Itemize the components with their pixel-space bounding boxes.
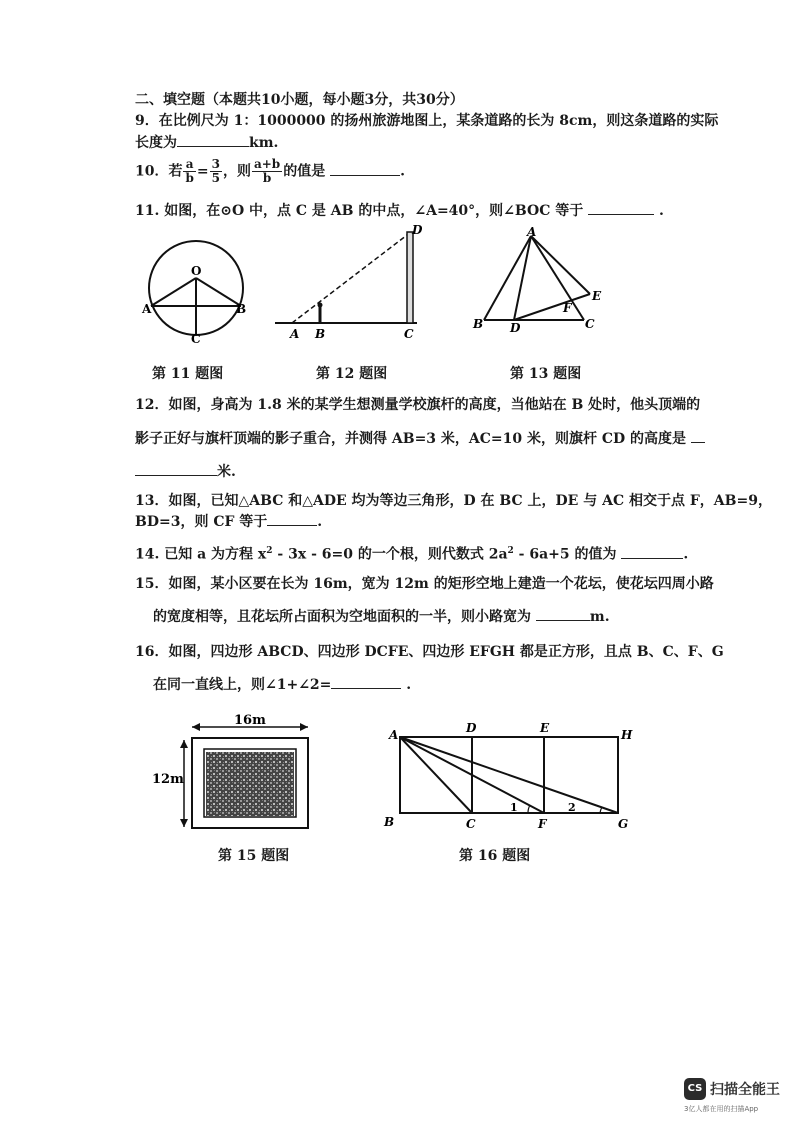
figure-12	[272, 222, 432, 344]
q13-line2	[135, 513, 322, 531]
q16-end: .	[406, 677, 412, 693]
fig16-angle1-arc	[528, 805, 530, 813]
fig16-label-f: F	[538, 817, 547, 831]
caption-fig13: 第 13 题图	[510, 366, 582, 382]
q14-line	[135, 542, 688, 564]
fig15-height-label: 12m	[152, 772, 184, 787]
q14-superscript-2: 2	[507, 546, 514, 556]
fig11-label-b: B	[236, 302, 247, 316]
q14-text-a: 14. 已知 a 为方程 x	[135, 546, 267, 563]
figure-16	[378, 718, 638, 833]
fig11-radius-ob	[196, 278, 241, 306]
q10-line	[135, 158, 405, 185]
fig11-label-a: A	[142, 302, 152, 316]
fig16-label-a: A	[389, 728, 399, 742]
fig16-label-e: E	[540, 721, 550, 735]
fig12-label-b: B	[315, 327, 326, 341]
q16-answer-blank[interactable]	[331, 676, 401, 689]
fig16-line-ac	[400, 737, 472, 813]
fig13-side-ac	[531, 236, 584, 320]
q16-line1: 16．如图，四边形 ABCD、四边形 DCFE、四边形 EFGH 都是正方形，且点 B、C、F、G	[135, 644, 724, 660]
q9-line2	[135, 134, 278, 152]
caption-fig11: 第 11 题图	[152, 366, 224, 382]
q11-end: .	[658, 203, 664, 219]
q15-answer-blank[interactable]	[536, 608, 590, 621]
fig16-angle1-label: 1	[510, 801, 518, 814]
fig12-label-a: A	[290, 327, 300, 341]
fig16-label-h: H	[621, 728, 633, 742]
q12-line1: 12．如图，身高为 1.8 米的某学生想测量学校旗杆的高度，当他站在 B 处时，他头顶端的	[135, 397, 701, 413]
q10-frac3-num: a+b	[253, 157, 281, 171]
q12-text: 影子正好与旗杆顶端的影子重合，并测得 AB=3 米，AC=10 米，则旗杆 CD 的高度是	[135, 431, 687, 447]
q10-fraction-a-b	[183, 158, 195, 185]
fig11-label-o: O	[191, 264, 202, 278]
q10-mid: ，则	[222, 163, 251, 180]
q11-text: 11. 如图，在⊙O 中，点 C 是 AB 的中点，∠A=40°，则∠BOC 等于	[135, 203, 584, 219]
q9-answer-blank[interactable]	[177, 134, 249, 147]
q12-answer-blank[interactable]	[135, 463, 217, 476]
fig12-shadow-line	[292, 232, 411, 323]
fig15-width-label: 16m	[234, 713, 266, 728]
fig16-line-ag	[400, 737, 618, 813]
caption-fig12: 第 12 题图	[316, 366, 388, 382]
fig15-arrowhead-bottom	[180, 819, 188, 827]
q13-answer-blank[interactable]	[267, 513, 317, 526]
fig13-label-f: F	[563, 301, 572, 315]
q15-text: 的宽度相等，且花坛所占面积为空地面积的一半，则小路宽为	[153, 609, 531, 625]
fig12-flagpole	[407, 232, 413, 323]
q14-superscript: 2	[266, 546, 273, 556]
q14-text-c: - 6a+5 的值为	[513, 546, 617, 563]
fig15-arrowhead-left	[192, 723, 200, 731]
q10-suffix: 的值是	[283, 163, 326, 180]
q10-fraction-apb-b	[252, 158, 282, 185]
fig13-side-de	[514, 294, 590, 320]
q9-prefix: 长度为	[135, 135, 177, 151]
q16-line2	[153, 676, 411, 694]
fig13-label-b: B	[473, 317, 484, 331]
figure-13	[470, 222, 610, 344]
fig13-label-a: A	[527, 225, 537, 239]
fig16-label-d: D	[466, 721, 477, 735]
q10-fraction-3-5	[210, 158, 222, 185]
camscanner-tagline: 3亿人都在用的扫描App	[684, 1105, 759, 1113]
q10-frac1-num: a	[183, 158, 195, 172]
fig16-angle2-label: 2	[568, 801, 576, 814]
q11-line	[135, 202, 664, 220]
q13-line1: 13．如图，已知△ABC 和△ADE 均为等边三角形，D 在 BC 上，DE 与 AC 相交于点 F，AB=9，	[135, 493, 772, 509]
q10-frac2-den: 5	[211, 171, 220, 185]
fig13-side-ad	[514, 236, 531, 320]
q12-line2	[135, 430, 705, 448]
fig13-label-c: C	[585, 317, 595, 331]
figure-11	[140, 235, 255, 345]
q12-line3	[135, 463, 236, 481]
q13-text: BD=3，则 CF 等于	[135, 514, 268, 530]
camscanner-brand: 扫描全能王	[710, 1082, 780, 1098]
q10-frac3-den: b	[262, 171, 272, 185]
fig15-flowerbed	[206, 752, 294, 816]
fig13-label-d: D	[510, 321, 521, 335]
q14-end: .	[683, 546, 689, 563]
q14-text-b: - 3x - 6=0 的一个根，则代数式 2a	[272, 546, 508, 563]
fig13-side-ab	[484, 236, 531, 320]
fig16-label-b: B	[384, 815, 395, 829]
q10-equals: =	[196, 163, 209, 180]
section-title: 二、填空题（本题共10小题，每小题3分，共30分）	[135, 92, 464, 108]
q15-line2	[153, 608, 610, 626]
fig15-arrowhead-top	[180, 740, 188, 748]
fig13-side-ae	[531, 236, 590, 294]
fig12-label-c: C	[404, 327, 414, 341]
fig15-arrowhead-right	[300, 723, 308, 731]
fig12-label-d: D	[412, 223, 423, 237]
fig13-label-e: E	[592, 289, 602, 303]
fig11-radius-oa	[151, 278, 196, 306]
q12-unit: 米.	[217, 464, 236, 480]
fig16-label-c: C	[466, 817, 476, 831]
q10-frac2-num: 3	[211, 157, 220, 171]
q9-line1: 9．在比例尺为 1：1000000 的扬州旅游地图上，某条道路的长为 8cm，则这条道路的实际	[135, 113, 719, 129]
q11-answer-blank[interactable]	[588, 202, 654, 215]
q16-text: 在同一直线上，则∠1+∠2=	[153, 677, 332, 693]
q10-prefix: 10．若	[135, 163, 183, 180]
q14-answer-blank[interactable]	[621, 546, 683, 559]
q10-frac1-den: b	[185, 171, 194, 185]
q15-line1: 15．如图，某小区要在长为 16m，宽为 12m 的矩形空地上建造一个花坛，使花坛四周小路	[135, 576, 714, 592]
fig16-label-g: G	[618, 817, 629, 831]
caption-fig16: 第 16 题图	[459, 848, 531, 864]
camscanner-logo: CS	[684, 1078, 706, 1100]
q15-unit: m.	[589, 609, 610, 625]
q9-unit: km.	[249, 135, 279, 151]
fig12-student-head	[318, 303, 323, 308]
q10-answer-blank[interactable]	[330, 163, 400, 176]
q10-end: .	[400, 163, 405, 180]
caption-fig15: 第 15 题图	[218, 848, 290, 864]
fig11-label-c: C	[191, 332, 201, 345]
q12-answer-blank-start[interactable]	[691, 430, 705, 443]
q13-end: .	[317, 514, 323, 530]
figure-15	[150, 710, 320, 835]
